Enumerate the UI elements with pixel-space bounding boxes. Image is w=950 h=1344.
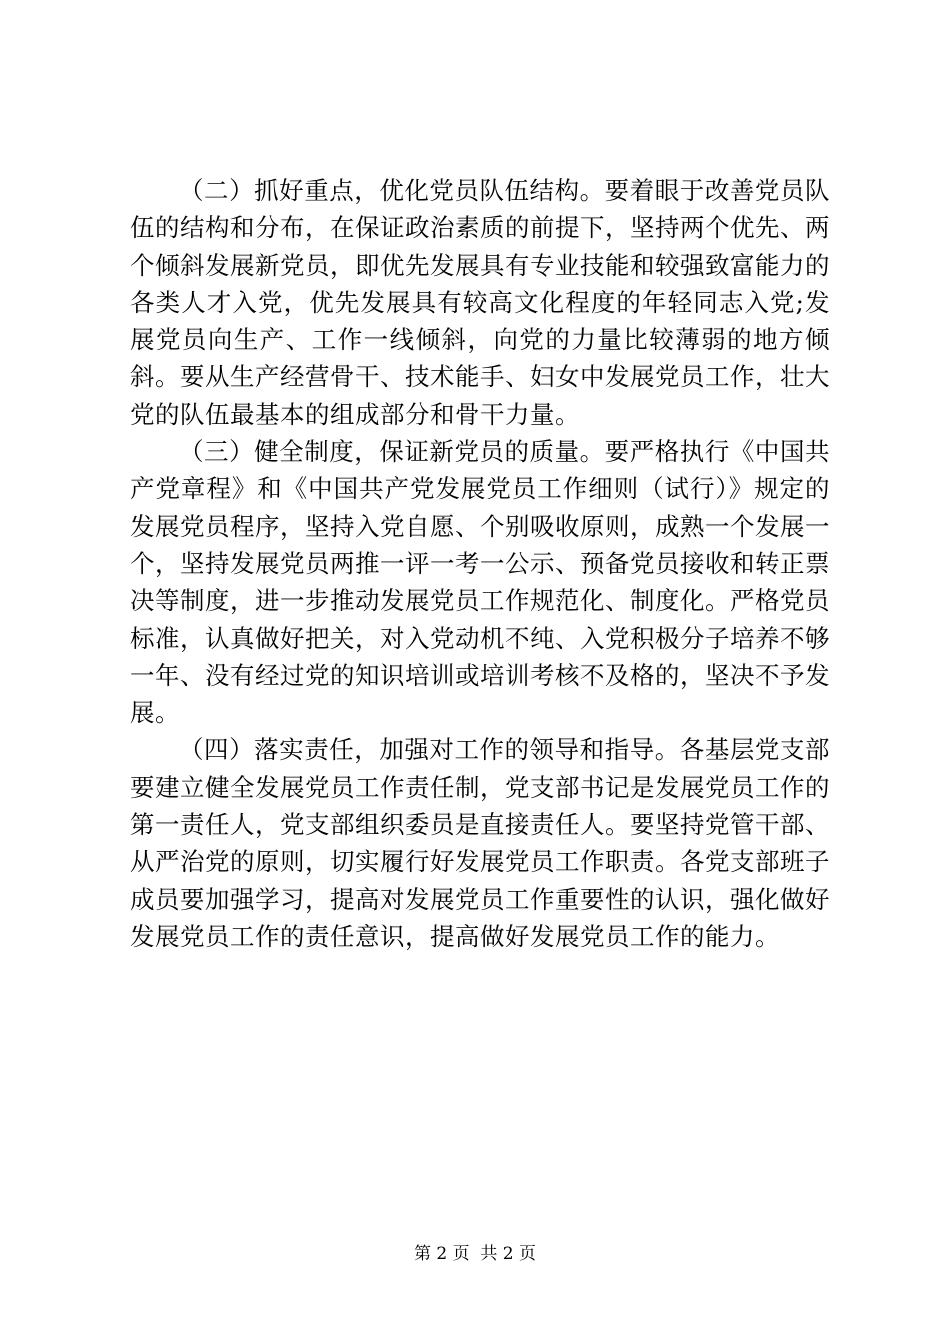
- paragraph-4: （四）落实责任，加强对工作的领导和指导。各基层党支部要建立健全发展党员工作责任制，党支部书记是发展党员工作的第一责任人，党支部组织委员是直接责任人。要坚持党管干部、从严治党的原则，切实履行好发展党员工作职责。各党支部班子成员要加强学习，提高对发展党员工作重要性的认识，强化做好发展党员工作的责任意识，提高做好发展党员工作的能力。: [130, 735, 830, 951]
- paragraph-3: （三）健全制度，保证新党员的质量。要严格执行《中国共产党章程》和《中国共产党发展党员工作细则（试行）》规定的发展党员程序，坚持入党自愿、个别吸收原则，成熟一个发展一个，坚持发展党员两推一评一考一公示、预备党员接收和转正票决等制度，进一步推动发展党员工作规范化、制度化。严格党员标准，认真做好把关，对入党动机不纯、入党积极分子培养不够一年、没有经过党的知识培训或培训考核不及格的，坚决不予发展。: [130, 437, 830, 728]
- page-number: 第 2 页 共 2 页: [413, 1244, 537, 1264]
- paragraph-2: （二）抓好重点，优化党员队伍结构。要着眼于改善党员队伍的结构和分布，在保证政治素质的前提下，坚持两个优先、两个倾斜发展新党员，即优先发展具有专业技能和较强致富能力的各类人才入党，优先发展具有较高文化程度的年轻同志入党;发展党员向生产、工作一线倾斜，向党的力量比较薄弱的地方倾斜。要从生产经营骨干、技术能手、妇女中发展党员工作，壮大党的队伍最基本的组成部分和骨干力量。: [130, 176, 830, 429]
- document-body: [130, 172, 830, 955]
- page-footer: [0, 1243, 950, 1265]
